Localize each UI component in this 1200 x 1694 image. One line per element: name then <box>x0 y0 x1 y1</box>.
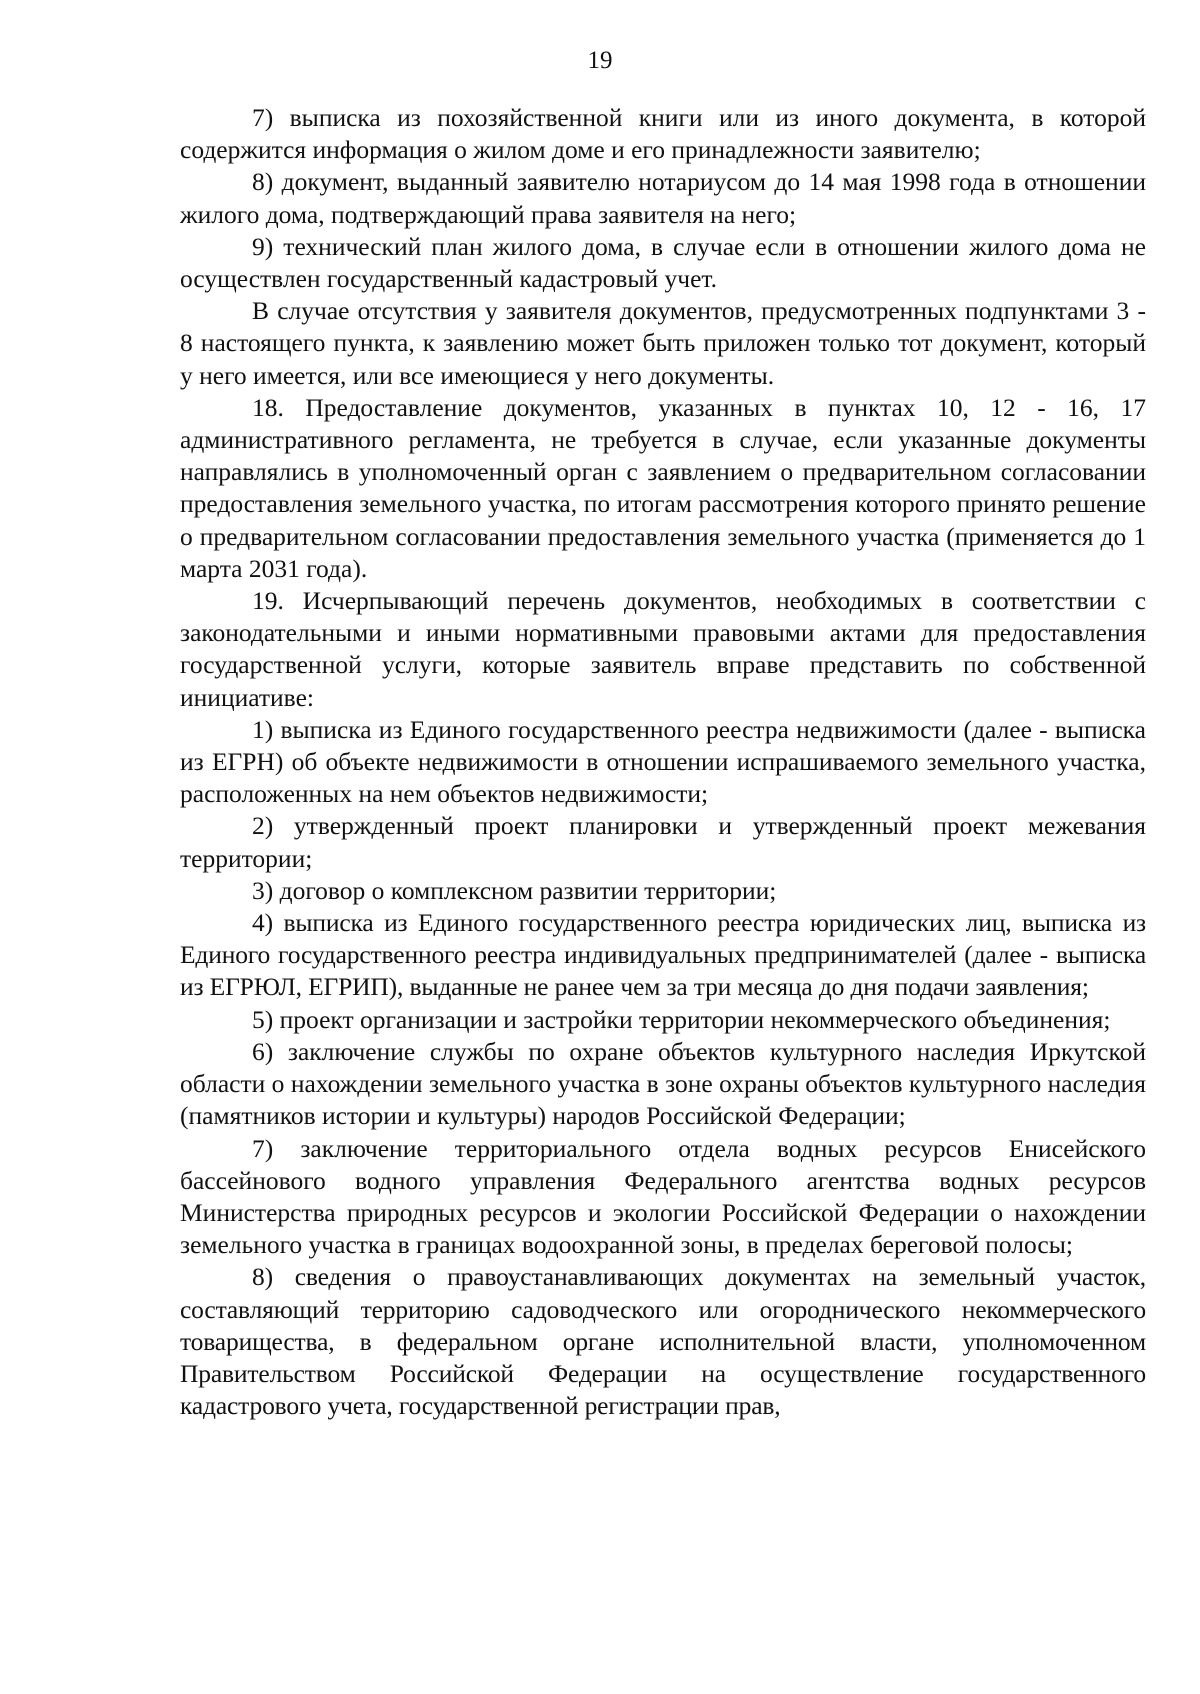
paragraph-item-6-heritage-conclusion: 6) заключение службы по охране объектов культурного наследия Иркутской области о нахождении земельного участка в зоне охраны объектов культурного наследия (памятников истории и культуры) народов Российской Федерации; <box>180 1036 1146 1131</box>
paragraph-item-1-egrn-extract: 1) выписка из Единого государственного реестра недвижимости (далее - выписка из ЕГРН) об объекте недвижимости в отношении испрашиваемого земельного участка, расположенных на нем объектов недвижимости; <box>180 714 1146 809</box>
paragraph-item-8-notary-document: 8) документ, выданный заявителю нотариусом до 14 мая 1998 года в отношении жилого дома, подтверждающий права заявителя на него; <box>180 167 1146 229</box>
paragraph-item-7-household-book: 7) выписка из похозяйственной книги или из иного документа, в которой содержится информация о жилом доме и его принадлежности заявителю; <box>180 103 1146 165</box>
paragraph-item-5-organization-project: 5) проект организации и застройки территории некоммерческого объединения; <box>252 1004 1111 1034</box>
paragraph-missing-documents: В случае отсутствия у заявителя документов, предусмотренных подпунктами 3 - 8 настоящего пункта, к заявлению может быть приложен только тот документ, который у него имеется, или все имеющиеся у него документы. <box>180 296 1146 390</box>
paragraph-item-9-technical-plan: 9) технический план жилого дома, в случае если в отношении жилого дома не осуществлен государственный кадастровый учет. <box>180 231 1146 294</box>
document-body <box>180 102 1146 1422</box>
paragraph-item-3-development-agreement: 3) договор о комплексном развитии территории; <box>252 875 777 905</box>
paragraph-item-2-planning-project: 2) утвержденный проект планировки и утвержденный проект межевания территории; <box>180 811 1146 873</box>
paragraph-item-7-water-conclusion: 7) заключение территориального отдела водных ресурсов Енисейского бассейнового водного управления Федерального агентства водных ресурсов Министерства природных ресурсов и экологии Российской Федерации о нахождении земельного участка в границах водоохранной зоны, в пределах береговой полосы; <box>180 1133 1146 1260</box>
page-number: 19 <box>587 47 613 74</box>
paragraph-item-8-title-documents: 8) сведения о правоустанавливающих документах на земельный участок, составляющий территорию садоводческого или огороднического некоммерческого товарищества, в федеральном органе исполнительной власти, уполномоченном Правительством Российской Федерации на осуществление государственного кадастрового учета, государственной регистрации прав, <box>180 1262 1146 1421</box>
paragraph-section-19: 19. Исчерпывающий перечень документов, необходимых в соответствии с законодательными и иными нормативными правовыми актами для предоставления государственной услуги, которые заявитель вправе представить по собственной инициативе: <box>180 586 1146 712</box>
paragraph-section-18: 18. Предоставление документов, указанных в пунктах 10, 12 - 16, 17 административного регламента, не требуется в случае, если указанные документы направлялись в уполномоченный орган с заявлением о предварительном согласовании предоставления земельного участка, по итогам рассмотрения которого принято решение о предварительном согласовании предоставления земельного участка (применяется до 1 марта 2031 года). <box>180 392 1146 583</box>
paragraph-item-4-egrul-extract: 4) выписка из Единого государственного реестра юридических лиц, выписка из Единого государственного реестра индивидуальных предпринимателей (далее - выписка из ЕГРЮЛ, ЕГРИП), выданные не ранее чем за три месяца до дня подачи заявления; <box>180 908 1146 1002</box>
